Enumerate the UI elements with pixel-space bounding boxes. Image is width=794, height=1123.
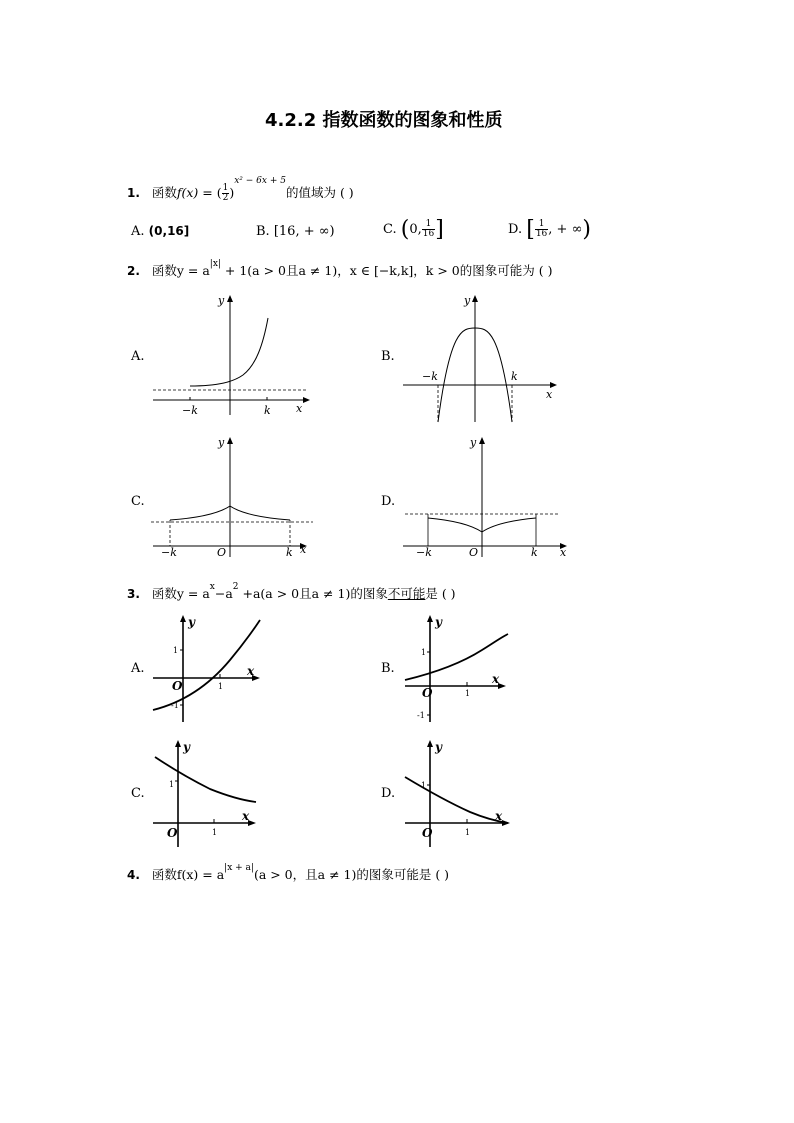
q2c-y-label: y bbox=[218, 436, 225, 449]
question-3 bbox=[127, 582, 456, 602]
q2d-x-label: x bbox=[560, 546, 567, 559]
q1-option-b[interactable] bbox=[256, 224, 335, 239]
question-4 bbox=[127, 863, 449, 883]
question-2-number: 2. bbox=[127, 264, 140, 278]
q3d-x-label: x bbox=[495, 809, 503, 823]
q3-graph-b bbox=[400, 612, 515, 724]
q3a-x-label: x bbox=[247, 664, 255, 678]
q3-option-d-label[interactable]: D. bbox=[381, 786, 396, 801]
q2b-y-label: y bbox=[464, 294, 471, 307]
q1-option-c-fraction bbox=[422, 220, 435, 239]
q3-option-c-label[interactable]: C. bbox=[131, 786, 145, 801]
q3-graph-d bbox=[400, 737, 515, 849]
q2c-x-label: x bbox=[300, 543, 307, 556]
question-2-exponent: |x| bbox=[209, 259, 221, 269]
question-3-exp1: x bbox=[209, 582, 215, 592]
half-denominator: 2 bbox=[222, 193, 229, 203]
question-3-exp2: 2 bbox=[232, 582, 239, 592]
question-3-text2: +a(a > 0且a ≠ 1)的图象 bbox=[238, 586, 388, 601]
question-4-exponent: |x + a| bbox=[224, 863, 254, 873]
d-denominator: 16 bbox=[535, 229, 548, 239]
q2-option-b-label[interactable]: B. bbox=[381, 349, 395, 364]
question-1-prefix: 函数 bbox=[151, 185, 177, 200]
question-1-exponent: x² − 6x + 5 bbox=[234, 176, 286, 186]
q1-option-c-label: C. bbox=[383, 222, 397, 237]
q3a-neg1-label: -1 bbox=[171, 701, 179, 710]
q3d-one-x-label: 1 bbox=[465, 828, 471, 837]
question-2-rest: + 1(a > 0且a ≠ 1)，x ∈ [−k,k]，k > 0的图象可能为 ( ) bbox=[220, 263, 553, 278]
q1-option-a-label: A. bbox=[131, 224, 145, 239]
q1-option-b-label: B. bbox=[256, 224, 270, 239]
q2d-k-label: k bbox=[531, 546, 538, 559]
q2c-k-label: k bbox=[286, 546, 293, 559]
q3b-y-label: y bbox=[435, 615, 442, 629]
q3-option-a-label[interactable]: A. bbox=[131, 661, 145, 676]
c-denominator: 16 bbox=[422, 229, 435, 239]
q2-option-d-label[interactable]: D. bbox=[381, 494, 396, 509]
q3-graph-a bbox=[150, 612, 265, 724]
q2-graph-c bbox=[148, 432, 318, 562]
question-2-text: 函数y = a bbox=[151, 263, 210, 278]
q3a-one-y-label: 1 bbox=[173, 646, 179, 655]
q2d-origin-label: O bbox=[469, 546, 479, 559]
question-3-text3: 是 ( ) bbox=[425, 586, 456, 601]
q3a-origin-label: O bbox=[172, 679, 183, 693]
q2-graph-d bbox=[400, 432, 570, 562]
q3a-y-label: y bbox=[188, 615, 195, 629]
q3b-origin-label: O bbox=[422, 686, 433, 700]
c-numerator: 1 bbox=[422, 220, 435, 230]
question-3-text1: 函数y = a bbox=[151, 586, 210, 601]
q2-option-a-label[interactable]: A. bbox=[131, 349, 145, 364]
q2a-y-label: y bbox=[218, 294, 225, 307]
q3b-one-y-label: 1 bbox=[421, 648, 427, 657]
d-numerator: 1 bbox=[535, 220, 548, 230]
q2d-y-label: y bbox=[470, 436, 477, 449]
q2a-x-label: x bbox=[296, 402, 303, 415]
q2b-x-label: x bbox=[546, 388, 553, 401]
question-1-eq: = ( bbox=[198, 185, 222, 200]
question-4-number: 4. bbox=[127, 868, 140, 882]
q1-option-d[interactable]: D. [ $\frac{1}{16}$ , + ∞) bbox=[508, 217, 591, 242]
q3-option-b-label[interactable]: B. bbox=[381, 661, 395, 676]
q1-option-a-text: (0,16] bbox=[148, 224, 190, 238]
q3d-y-label: y bbox=[435, 740, 442, 754]
q1-option-d-fraction bbox=[535, 220, 548, 239]
q3d-one-y-label: 1 bbox=[421, 781, 427, 790]
half-numerator: 1 bbox=[222, 183, 229, 193]
q3b-neg1-label: -1 bbox=[417, 711, 425, 720]
q3a-one-x-label: 1 bbox=[218, 682, 224, 691]
question-1 bbox=[127, 176, 354, 203]
question-1-close: ) bbox=[229, 185, 235, 200]
q2b-negk-label: −k bbox=[422, 370, 438, 383]
q3d-origin-label: O bbox=[422, 826, 433, 840]
question-4-rest: (a > 0，且a ≠ 1)的图象可能是 ( ) bbox=[253, 867, 450, 882]
q1-option-c[interactable]: C. (0, $\frac{1}{16}$ ] bbox=[383, 217, 444, 242]
question-1-fx: f(x) bbox=[176, 185, 199, 200]
question-3-mid: −a bbox=[214, 586, 233, 601]
q2a-negk-label: −k bbox=[182, 404, 198, 417]
q2c-negk-label: −k bbox=[161, 546, 177, 559]
q3b-x-label: x bbox=[492, 672, 500, 686]
q1-option-a[interactable] bbox=[131, 224, 189, 239]
q2-graph-a bbox=[148, 290, 318, 420]
question-3-number: 3. bbox=[127, 587, 140, 601]
q1-option-d-label: D. bbox=[508, 222, 523, 237]
question-3-underlined: 不可能 bbox=[387, 586, 426, 601]
q2a-k-label: k bbox=[264, 404, 271, 417]
q3b-one-x-label: 1 bbox=[465, 689, 471, 698]
q1-option-c-zero: 0, bbox=[409, 222, 422, 237]
q2c-origin-label: O bbox=[217, 546, 227, 559]
question-1-number: 1. bbox=[127, 186, 140, 200]
q3c-x-label: x bbox=[242, 809, 250, 823]
q2-option-c-label[interactable]: C. bbox=[131, 494, 145, 509]
q2b-k-label: k bbox=[511, 370, 518, 383]
question-1-suffix: 的值域为 ( ) bbox=[285, 185, 354, 200]
q3c-y-label: y bbox=[183, 740, 190, 754]
question-2 bbox=[127, 259, 552, 279]
q3c-one-x-label: 1 bbox=[212, 828, 218, 837]
q2-graph-b bbox=[400, 290, 565, 425]
q1-option-d-tail: , + ∞ bbox=[548, 222, 583, 237]
q3-graph-c bbox=[150, 737, 265, 849]
q1-option-b-text: [16, + ∞) bbox=[273, 224, 335, 239]
question-4-text: 函数f(x) = a bbox=[151, 867, 225, 882]
q2d-negk-label: −k bbox=[416, 546, 432, 559]
q3c-origin-label: O bbox=[167, 826, 178, 840]
q3c-one-y-label: 1 bbox=[169, 780, 175, 789]
page-title: 4.2.2 指数函数的图象和性质 bbox=[265, 110, 503, 131]
